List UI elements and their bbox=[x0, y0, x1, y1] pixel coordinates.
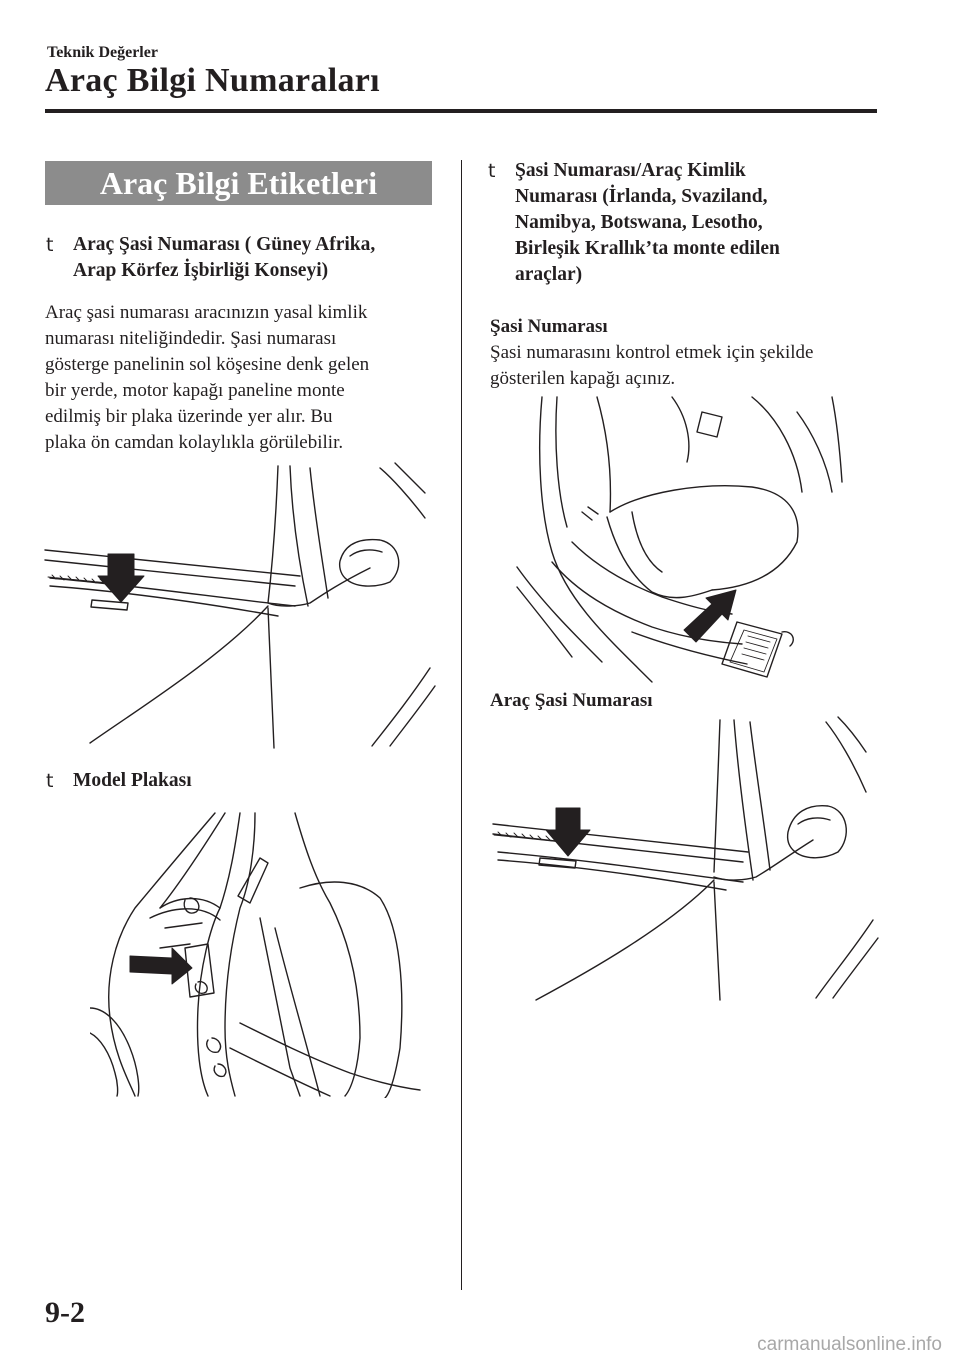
figure-caption-chassis-number: Araç Şasi Numarası bbox=[490, 690, 653, 711]
heading-line: Şasi Numarası/Araç Kimlik bbox=[515, 160, 746, 181]
text-line: Araç şasi numarası aracınızın yasal kimlik bbox=[45, 302, 368, 323]
heading-vehicle-chassis-number bbox=[46, 232, 443, 284]
heading-line: araçlar) bbox=[515, 264, 583, 285]
paragraph-open-cover bbox=[490, 340, 885, 392]
text-line: Şasi numarasını kontrol etmek için şekilde bbox=[490, 342, 814, 363]
windshield-chassis-plate-illustration bbox=[40, 458, 440, 750]
watermark: carmanualsonline.info bbox=[757, 1334, 942, 1355]
heading-line: Arap Körfez İşbirliği Konseyi) bbox=[73, 260, 329, 281]
floor-cover-illustration bbox=[512, 392, 872, 684]
heading-model-plate bbox=[46, 768, 443, 794]
section-banner: Araç Bilgi Etiketleri bbox=[45, 161, 432, 205]
text-line: numarası niteliğindedir. Şasi numarası bbox=[45, 328, 337, 349]
column-divider bbox=[461, 160, 462, 1290]
heading-line: Araç Şasi Numarası ( Güney Afrika, bbox=[73, 234, 376, 255]
bullet-icon: t bbox=[46, 770, 54, 792]
heading-line: Namibya, Botswana, Lesotho, bbox=[515, 212, 763, 233]
running-head: Teknik Değerler bbox=[47, 44, 158, 61]
bullet-icon: t bbox=[488, 160, 496, 182]
heading-chassis-vin-number bbox=[488, 158, 865, 288]
bullet-icon: t bbox=[46, 234, 54, 256]
page-number: 9-2 bbox=[45, 1296, 85, 1329]
heading-line: Model Plakası bbox=[73, 770, 192, 791]
windshield-chassis-number-illustration bbox=[488, 712, 880, 1004]
text-line: plaka ön camdan kolaylıkla görülebilir. bbox=[45, 432, 344, 453]
text-line: gösterge panelinin sol köşesine denk gelen bbox=[45, 354, 370, 375]
heading-line: Birleşik Krallık’ta monte edilen bbox=[515, 238, 780, 259]
text-line: gösterilen kapağı açınız. bbox=[490, 368, 676, 389]
text-line: bir yerde, motor kapağı paneline monte bbox=[45, 380, 345, 401]
chapter-title: Araç Bilgi Numaraları bbox=[45, 62, 380, 99]
model-plate-illustration bbox=[90, 808, 430, 1098]
paragraph-chassis-number bbox=[45, 300, 440, 456]
subheading-chassis-number: Şasi Numarası bbox=[490, 316, 608, 337]
heading-line: Numarası (İrlanda, Svaziland, bbox=[515, 186, 768, 207]
text-line: edilmiş bir plaka üzerinde yer alır. Bu bbox=[45, 406, 333, 427]
title-rule bbox=[45, 109, 877, 113]
